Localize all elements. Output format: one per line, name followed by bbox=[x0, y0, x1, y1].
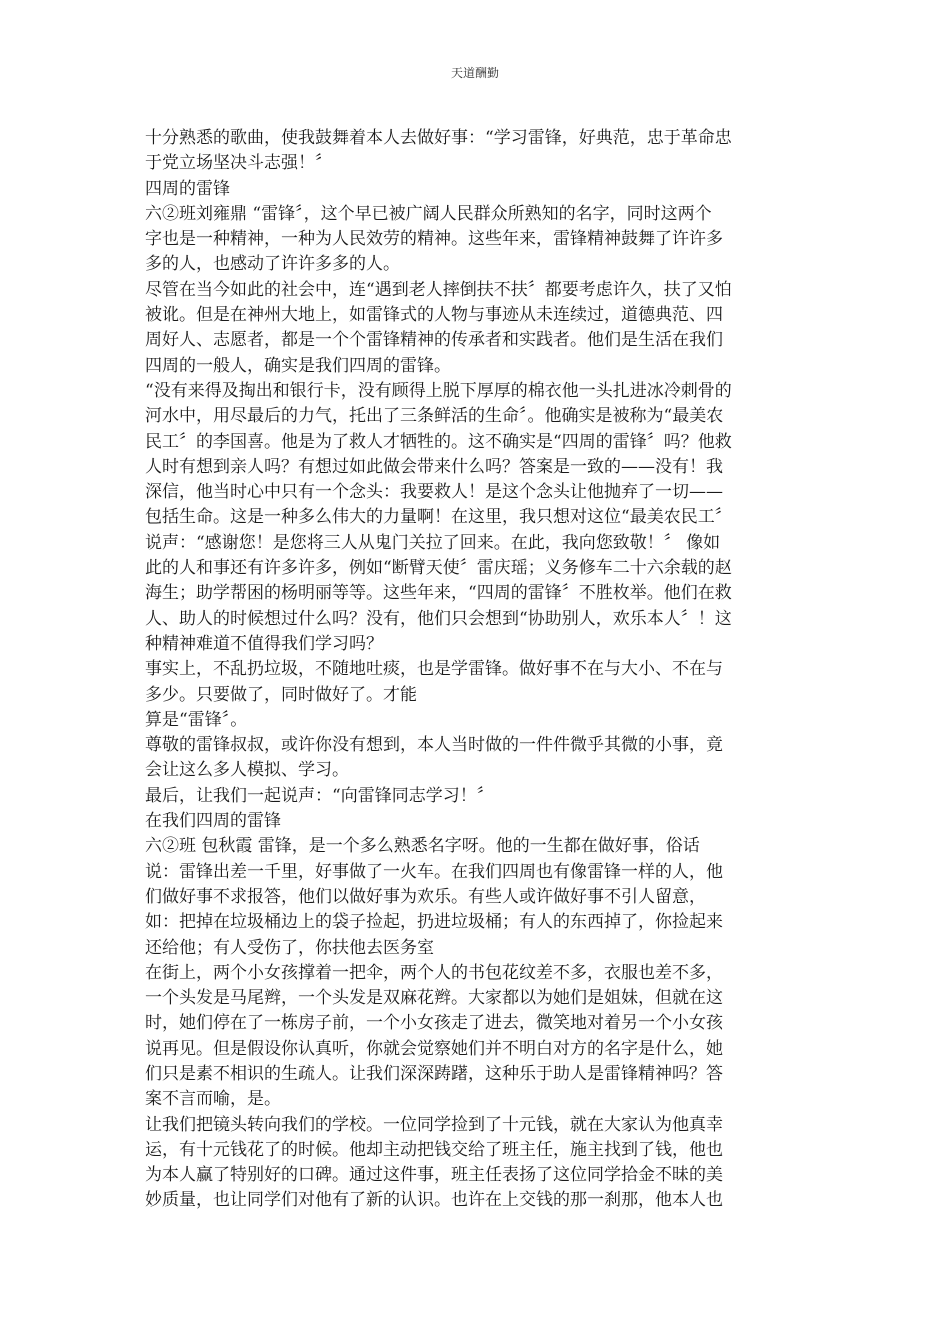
text-line: 六②班刘雍鼎 “雷锋〞，这个早已被广阔人民群众所熟知的名字，同时这两个 bbox=[145, 203, 712, 224]
text-line: 说：雷锋出差一千里，好事做了一火车。在我们四周也有像雷锋一样的人，他 bbox=[145, 861, 723, 882]
text-line: 海生；助学帮困的杨明丽等等。这些年来，“四周的雷锋〞不胜枚举。他们在救 bbox=[145, 583, 732, 604]
text-line: 河水中，用尽最后的力气，托出了三条鲜活的生命〞。他确实是被称为“最美农 bbox=[145, 406, 724, 427]
text-line: 一个头发是马尾辫，一个头发是双麻花辫。大家都以为她们是姐妹，但就在这 bbox=[145, 988, 723, 1009]
document-body bbox=[145, 126, 807, 1214]
text-line: 于党立场坚决斗志强！〞 bbox=[145, 153, 332, 174]
text-line: 此的人和事还有许多许多，例如“断臂天使〞雷庆瑶；义务修车二十六余载的赵 bbox=[145, 558, 732, 579]
text-line: 十分熟悉的歌曲，使我鼓舞着本人去做好事：“学习雷锋，好典范，忠于革命忠 bbox=[145, 128, 732, 148]
text-line: 们做好事不求报答，他们以做好事为欢乐。有些人或许做好事不引人留意， bbox=[145, 886, 706, 907]
text-line: 在街上，两个小女孩撑着一把伞，两个人的书包花纹差不多，衣服也差不多， bbox=[145, 962, 723, 983]
text-line: 让我们把镜头转向我们的学校。一位同学捡到了十元钱，就在大家认为他真幸 bbox=[145, 1114, 723, 1135]
text-line: 们只是素不相识的生疏人。让我们深深踌躇，这种乐于助人是雷锋精神吗？答 bbox=[145, 1063, 723, 1084]
text-line: 如：把掉在垃圾桶边上的袋子捡起，扔进垃圾桶；有人的东西掉了，你捡起来 bbox=[145, 912, 723, 933]
text-line: 在我们四周的雷锋 bbox=[145, 811, 281, 832]
text-line: 为本人赢了特别好的口碑。通过这件事，班主任表扬了这位同学拾金不昧的美 bbox=[145, 1165, 723, 1186]
page-header: 天道酬勤 bbox=[450, 66, 499, 80]
text-line: 说再见。但是假设你认真听，你就会觉察她们并不明白对方的名字是什么，她 bbox=[145, 1038, 723, 1059]
text-line: 四周的一般人，确实是我们四周的雷锋。 bbox=[145, 355, 451, 376]
text-line: 深信，他当时心中只有一个念头：我要救人！是这个念头让他抛弃了一切—— bbox=[145, 482, 723, 503]
text-line: 算是“雷锋〞。 bbox=[145, 709, 248, 730]
text-line: 会让这么多人模拟、学习。 bbox=[145, 760, 349, 781]
text-line: 人、助人的时候想过什么吗？没有，他们只会想到“协助别人，欢乐本人〞！这 bbox=[145, 608, 732, 629]
text-line: “没有来得及掏出和银行卡，没有顾得上脱下厚厚的棉衣他一头扎进冰冷刺骨的 bbox=[145, 380, 732, 401]
text-line: 字也是一种精神，一种为人民效劳的精神。这些年来，雷锋精神鼓舞了许许多 bbox=[145, 229, 723, 250]
text-line: 人时有想到亲人吗？有想过如此做会带来什么吗？答案是一致的——没有！我 bbox=[145, 456, 723, 477]
text-line: 被讹。但是在神州大地上，如雷锋式的人物与事迹从未连续过，道德典范、四 bbox=[145, 305, 723, 326]
text-line: 多的人，也感动了许许多多的人。 bbox=[145, 254, 400, 275]
text-line: 尽管在当今如此的社会中，连“遇到老人摔倒扶不扶〞都要考虑许久，扶了又怕 bbox=[145, 279, 732, 300]
text-line: 多少。只要做了，同时做好了。才能 bbox=[145, 684, 417, 705]
text-line: 四周的雷锋 bbox=[145, 178, 230, 199]
text-line: 还给他；有人受伤了，你扶他去医务室 bbox=[145, 937, 434, 958]
text-line: 运，有十元钱花了的时候。他却主动把钱交给了班主任，施主找到了钱，他也 bbox=[145, 1139, 723, 1160]
text-line: 说声：“感谢您！是您将三人从鬼门关拉了回来。在此，我向您致敬！〞 像如 bbox=[145, 532, 721, 553]
text-line: 包括生命。这是一种多么伟大的力量啊！在这里，我只想对这位“最美农民工〞 bbox=[145, 507, 732, 528]
text-line: 周好人、志愿者，都是一个个雷锋精神的传承者和实践者。他们是生活在我们 bbox=[145, 330, 723, 351]
text-line: 案不言而喻，是。 bbox=[145, 1089, 281, 1110]
text-line: 事实上，不乱扔垃圾，不随地吐痰，也是学雷锋。做好事不在与大小、不在与 bbox=[145, 659, 723, 680]
text-line: 尊敬的雷锋叔叔，或许你没有想到，本人当时做的一件件微乎其微的小事，竟 bbox=[145, 735, 723, 756]
text-line: 最后，让我们一起说声：“向雷锋同志学习！〞 bbox=[145, 785, 494, 806]
text-line: 民工〞的李国喜。他是为了救人才牺牲的。这不确实是“四周的雷锋〞吗？他救 bbox=[145, 431, 732, 452]
text-line: 种精神难道不值得我们学习吗？ bbox=[145, 633, 383, 654]
text-line: 六②班 包秋霞 雷锋，是一个多么熟悉名字呀。他的一生都在做好事，俗话 bbox=[145, 836, 700, 857]
text-line: 妙质量，也让同学们对他有了新的认识。也许在上交钱的那一刹那，他本人也 bbox=[145, 1190, 723, 1211]
text-line: 时，她们停在了一栋房子前，一个小女孩走了进去，微笑地对着另一个小女孩 bbox=[145, 1013, 723, 1034]
